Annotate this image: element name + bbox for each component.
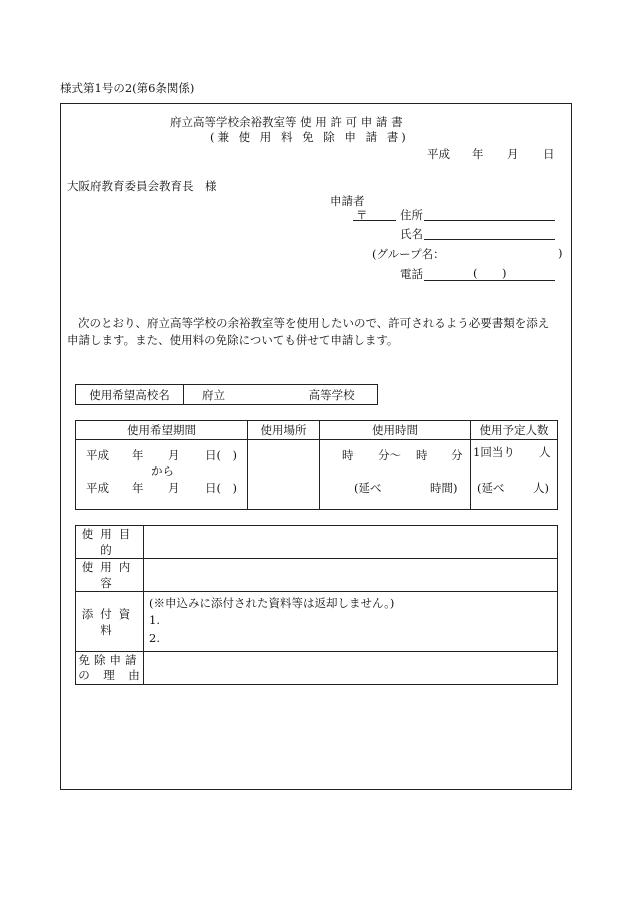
period-end-era: 平成: [86, 481, 109, 495]
exemption-value: [144, 652, 558, 685]
group-close: ): [558, 246, 563, 260]
header-time: 使用時間: [320, 421, 471, 440]
purpose-label: 使用目的: [76, 526, 144, 559]
phone-paren-close: ): [502, 266, 507, 280]
address-underline: [424, 220, 555, 221]
form-number: 様式第1号の2(第6条関係): [60, 81, 195, 95]
purpose-value: [144, 526, 558, 559]
content-label: 使用内容: [76, 559, 144, 592]
school-value-cell: [184, 385, 378, 405]
form-subtitle: (兼 使 用 料 免 除 申 請 書): [210, 130, 409, 144]
address-label: 住所: [400, 208, 423, 222]
school-box: [75, 384, 378, 405]
period-start-month: 月: [168, 448, 180, 462]
exemption-label: [76, 652, 144, 685]
time-total-close: 時間): [430, 481, 458, 495]
phone-paren-open: (: [473, 266, 478, 280]
period-start-year: 年: [132, 448, 144, 462]
date-month: 月: [507, 147, 519, 161]
attachment-item-1: 1.: [149, 613, 160, 627]
time-total-open: (延べ: [354, 481, 382, 495]
people-per-time: 1回当り: [473, 445, 515, 459]
school-suffix: 高等学校: [308, 387, 355, 402]
date-year: 年: [472, 147, 484, 161]
attachment-item-2: 2.: [149, 631, 160, 645]
name-underline: [424, 239, 555, 240]
people-cell: [471, 440, 558, 510]
period-end-day: 日( ): [205, 481, 237, 495]
attachment-note: (※申込みに添付された資料等は返却しません。): [149, 596, 395, 610]
time-hour2: 時: [416, 448, 428, 462]
addressee: 大阪府教育委員会教育長 様: [67, 179, 217, 193]
header-place: 使用場所: [248, 421, 320, 440]
exemption-label-line1: 免除申請: [78, 653, 141, 667]
exemption-label-line2: の 理 由: [78, 668, 141, 682]
time-cell: [320, 440, 471, 510]
place-cell: [248, 440, 320, 510]
applicant-heading: 申請者: [330, 194, 365, 208]
period-start-day: 日( ): [205, 448, 237, 462]
time-hour: 時: [342, 448, 354, 462]
usage-table: [75, 420, 558, 510]
phone-underline: [424, 280, 555, 281]
purpose-table: [75, 525, 558, 685]
header-people: 使用予定人数: [471, 421, 558, 440]
phone-label: 電話: [400, 267, 423, 281]
date-day: 日: [543, 147, 555, 161]
date-era: 平成: [427, 147, 450, 161]
name-label: 氏名: [400, 227, 423, 241]
body-text-line2: 申請します。また、使用料の免除についても併せて申請します。: [67, 333, 399, 347]
postal-mark: 〒: [356, 208, 368, 222]
header-period: 使用希望期間: [76, 421, 248, 440]
people-person: 人: [539, 445, 551, 459]
period-start-era: 平成: [86, 448, 109, 462]
period-from: から: [151, 464, 174, 478]
school-label: 使用希望高校名: [76, 385, 184, 405]
period-end-month: 月: [168, 481, 180, 495]
period-cell: [76, 440, 248, 510]
people-total-open: (延べ: [477, 481, 505, 495]
people-total-close: 人): [533, 481, 549, 495]
attachment-value: [144, 592, 558, 652]
time-min2: 分: [451, 448, 463, 462]
form-title: 府立高等学校余裕教室等 使 用 許 可 申 請 書: [170, 115, 403, 129]
time-min-from: 分〜: [378, 448, 401, 462]
group-label: (グループ名：: [372, 247, 445, 261]
school-prefix: 府立: [202, 387, 225, 402]
content-value: [144, 559, 558, 592]
body-text-line1: 次のとおり、府立高等学校の余裕教室等を使用したいので、許可されるよう必要書類を添え: [78, 316, 550, 330]
period-end-year: 年: [132, 481, 144, 495]
postal-code-underline: [353, 220, 396, 221]
attachment-label: 添付資料: [76, 592, 144, 652]
